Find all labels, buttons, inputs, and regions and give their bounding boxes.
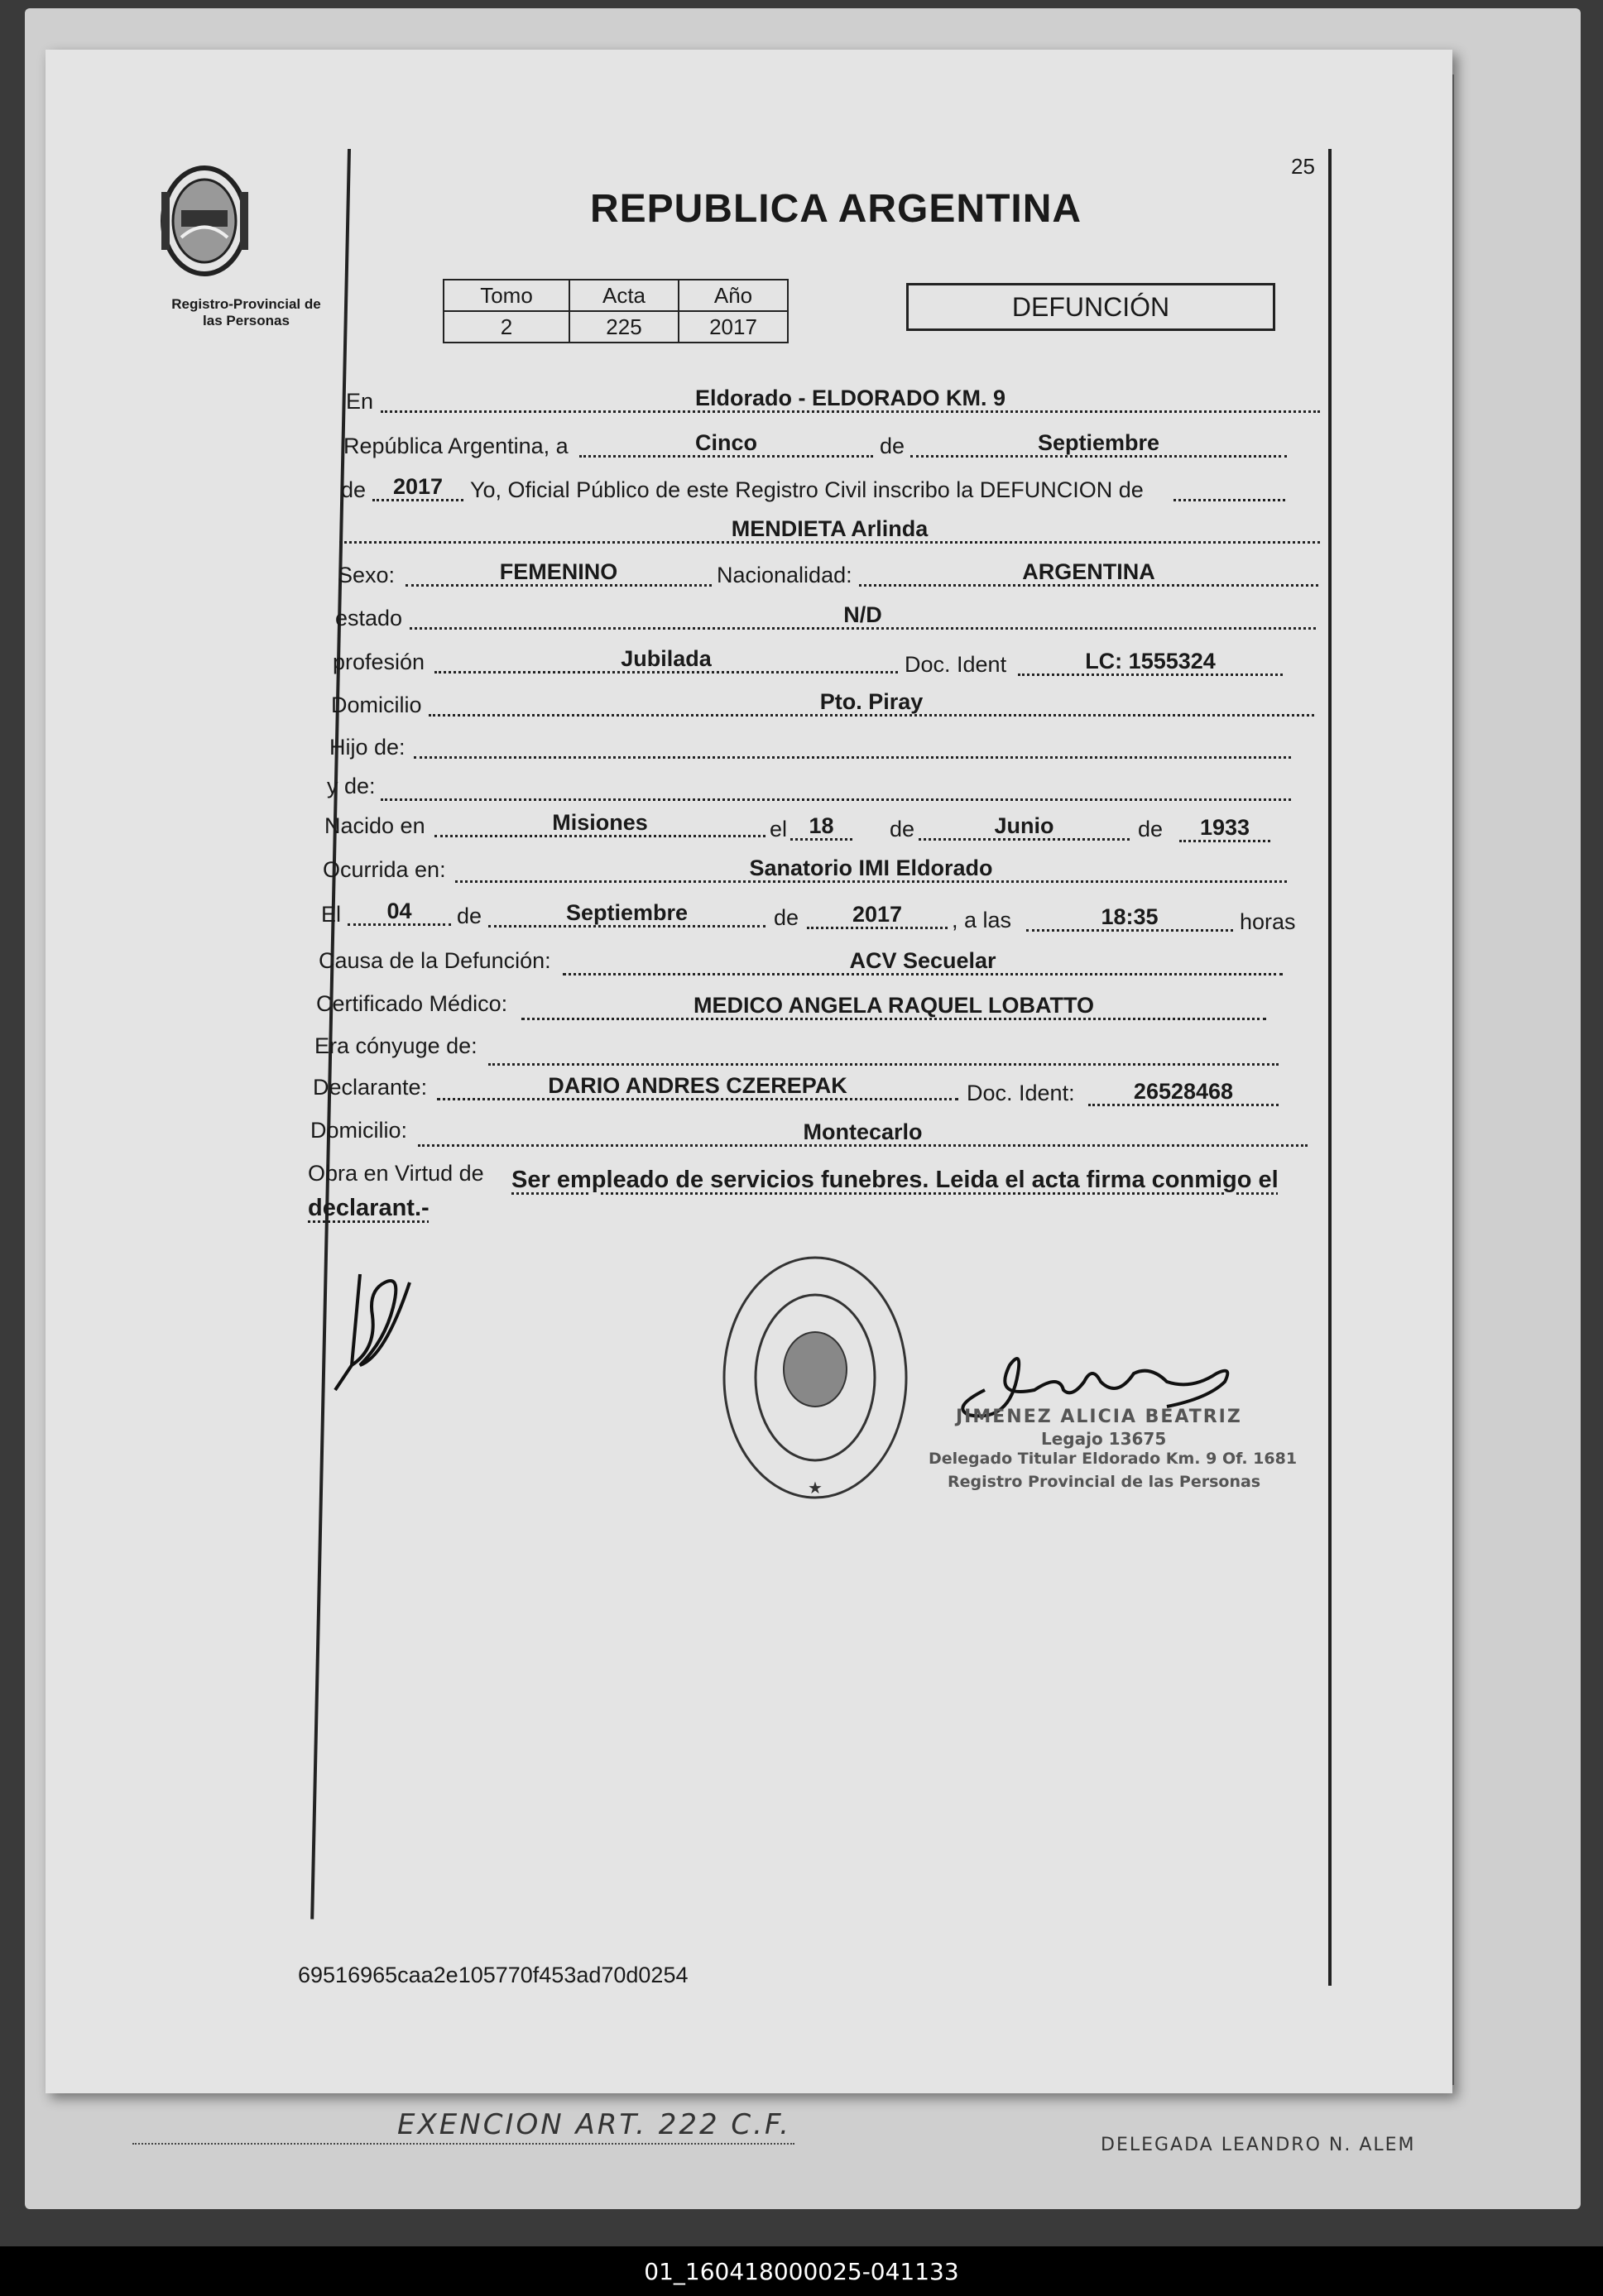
en-label: En	[346, 389, 374, 414]
horas-label: horas	[1240, 909, 1296, 934]
estado-field: N/D	[410, 602, 1316, 630]
declarante-doc-field: 26528468	[1088, 1079, 1279, 1106]
y-de-field	[381, 774, 1291, 801]
conyuge-field	[488, 1038, 1279, 1066]
svg-text:★: ★	[808, 1478, 823, 1498]
page-number: 25	[1291, 154, 1315, 179]
doc-ident2-label: Doc. Ident:	[967, 1081, 1075, 1105]
mes-field: Septiembre	[910, 430, 1287, 458]
document-sheet	[46, 50, 1452, 2093]
yo-trailing-line	[1173, 474, 1285, 501]
obra-field-line1: Ser empleado de servicios funebres. Leida el acta firma conmigo el	[511, 1167, 1279, 1193]
provincial-crest-logo	[153, 159, 257, 283]
nacionalidad-label: Nacionalidad:	[717, 563, 852, 587]
document-hash: 69516965caa2e105770f453ad70d0254	[298, 1963, 689, 1987]
domicilio-field: Pto. Piray	[429, 689, 1314, 717]
el-label: el	[770, 817, 788, 841]
right-margin-line	[1328, 149, 1332, 1986]
logo-caption-line1: Registro-Provincial de	[171, 296, 321, 312]
certificado-label: Certificado Médico:	[316, 991, 508, 1016]
anio-field: 2017	[372, 474, 463, 501]
declarant-signature	[327, 1266, 418, 1398]
logo-caption-line2: las Personas	[203, 313, 290, 328]
de-label-6: de	[774, 905, 799, 930]
anio-value: 2017	[679, 311, 788, 343]
nacido-en-label: Nacido en	[324, 813, 425, 838]
footer-id: 01_160418000025-041133	[644, 2257, 959, 2285]
record-type-box: DEFUNCIÓN	[906, 283, 1275, 331]
lugar-field: Eldorado - ELDORADO KM. 9	[381, 386, 1320, 413]
causa-field: ACV Secuelar	[563, 948, 1283, 975]
hijo-de-field	[414, 731, 1291, 759]
nacionalidad-field: ARGENTINA	[859, 559, 1318, 587]
document-title: REPUBLICA ARGENTINA	[589, 187, 1082, 231]
obra-label: Obra en Virtud de	[308, 1161, 484, 1186]
de-label-3: de	[890, 817, 915, 841]
ocurrida-en-label: Ocurrida en:	[323, 857, 446, 882]
declarante-field: DARIO ANDRES CZEREPAK	[437, 1073, 958, 1100]
tomo-value: 2	[444, 311, 569, 343]
hijo-de-label: Hijo de:	[329, 735, 406, 760]
doc-ident-label: Doc. Ident	[905, 652, 1007, 677]
nac-anio-field: 1933	[1179, 815, 1270, 842]
footer-id-bar	[0, 2246, 1603, 2296]
de-label-5: de	[457, 904, 482, 928]
y-de-label: y de:	[327, 774, 376, 798]
nac-mes-field: Junio	[919, 813, 1130, 841]
def-hora-field: 18:35	[1026, 904, 1233, 932]
nombre-field: MENDIETA Arlinda	[339, 516, 1320, 544]
def-mes-field: Septiembre	[488, 900, 766, 928]
acta-header: Acta	[569, 280, 679, 311]
ocurrida-en-field: Sanatorio IMI Eldorado	[455, 856, 1287, 883]
nacido-en-field: Misiones	[434, 810, 766, 837]
dia-letras-field: Cinco	[579, 430, 873, 458]
handwritten-note: EXENCION ART. 222 C.F.	[397, 2108, 791, 2141]
logo-caption	[157, 296, 335, 329]
tomo-header: Tomo	[444, 280, 569, 311]
de-label-2: de	[341, 477, 367, 502]
profesion-field: Jubilada	[434, 646, 898, 673]
declarante-label: Declarante:	[313, 1075, 428, 1100]
yo-label: Yo, Oficial Público de este Registro Civil inscribo la DEFUNCION de	[470, 477, 1144, 502]
doc-ident-field: LC: 1555324	[1018, 649, 1283, 676]
sexo-label: Sexo:	[338, 563, 396, 587]
stamp-line2: Legajo 13675	[1041, 1429, 1167, 1449]
de-label-1: de	[880, 434, 905, 458]
handwritten-underline	[132, 2143, 794, 2145]
obra-field-line2: declarant.-	[308, 1195, 430, 1221]
nac-dia-field: 18	[790, 813, 852, 841]
stamp-line1: JIMENEZ ALICIA BEATRIZ	[956, 1407, 1242, 1427]
republica-label: República Argentina, a	[343, 434, 569, 458]
certificado-field: MEDICO ANGELA RAQUEL LOBATTO	[521, 993, 1266, 1020]
registry-table	[443, 279, 789, 343]
causa-label: Causa de la Defunción:	[319, 948, 551, 973]
profesion-label: profesión	[333, 649, 425, 674]
sexo-field: FEMENINO	[406, 559, 712, 587]
a-las-label: , a las	[952, 908, 1012, 932]
domicilio-label: Domicilio	[331, 693, 422, 717]
declarante-domicilio-field: Montecarlo	[418, 1119, 1308, 1147]
stamp-line4: Registro Provincial de las Personas	[948, 1473, 1261, 1491]
de-label-4: de	[1138, 817, 1164, 841]
acta-value: 225	[569, 311, 679, 343]
el-cap-label: El	[321, 902, 342, 927]
estado-label: estado	[335, 606, 403, 630]
def-anio-field: 2017	[807, 902, 948, 929]
edge-line	[1452, 74, 1454, 2085]
lower-stamp: DELEGADA LEANDRO N. ALEM	[1101, 2135, 1416, 2155]
domicilio2-label: Domicilio:	[310, 1118, 408, 1143]
registry-seal	[712, 1245, 919, 1510]
anio-header: Año	[679, 280, 788, 311]
stamp-line3: Delegado Titular Eldorado Km. 9 Of. 1681	[929, 1450, 1298, 1468]
conyuge-label: Era cónyuge de:	[314, 1033, 478, 1058]
def-dia-field: 04	[348, 899, 451, 926]
